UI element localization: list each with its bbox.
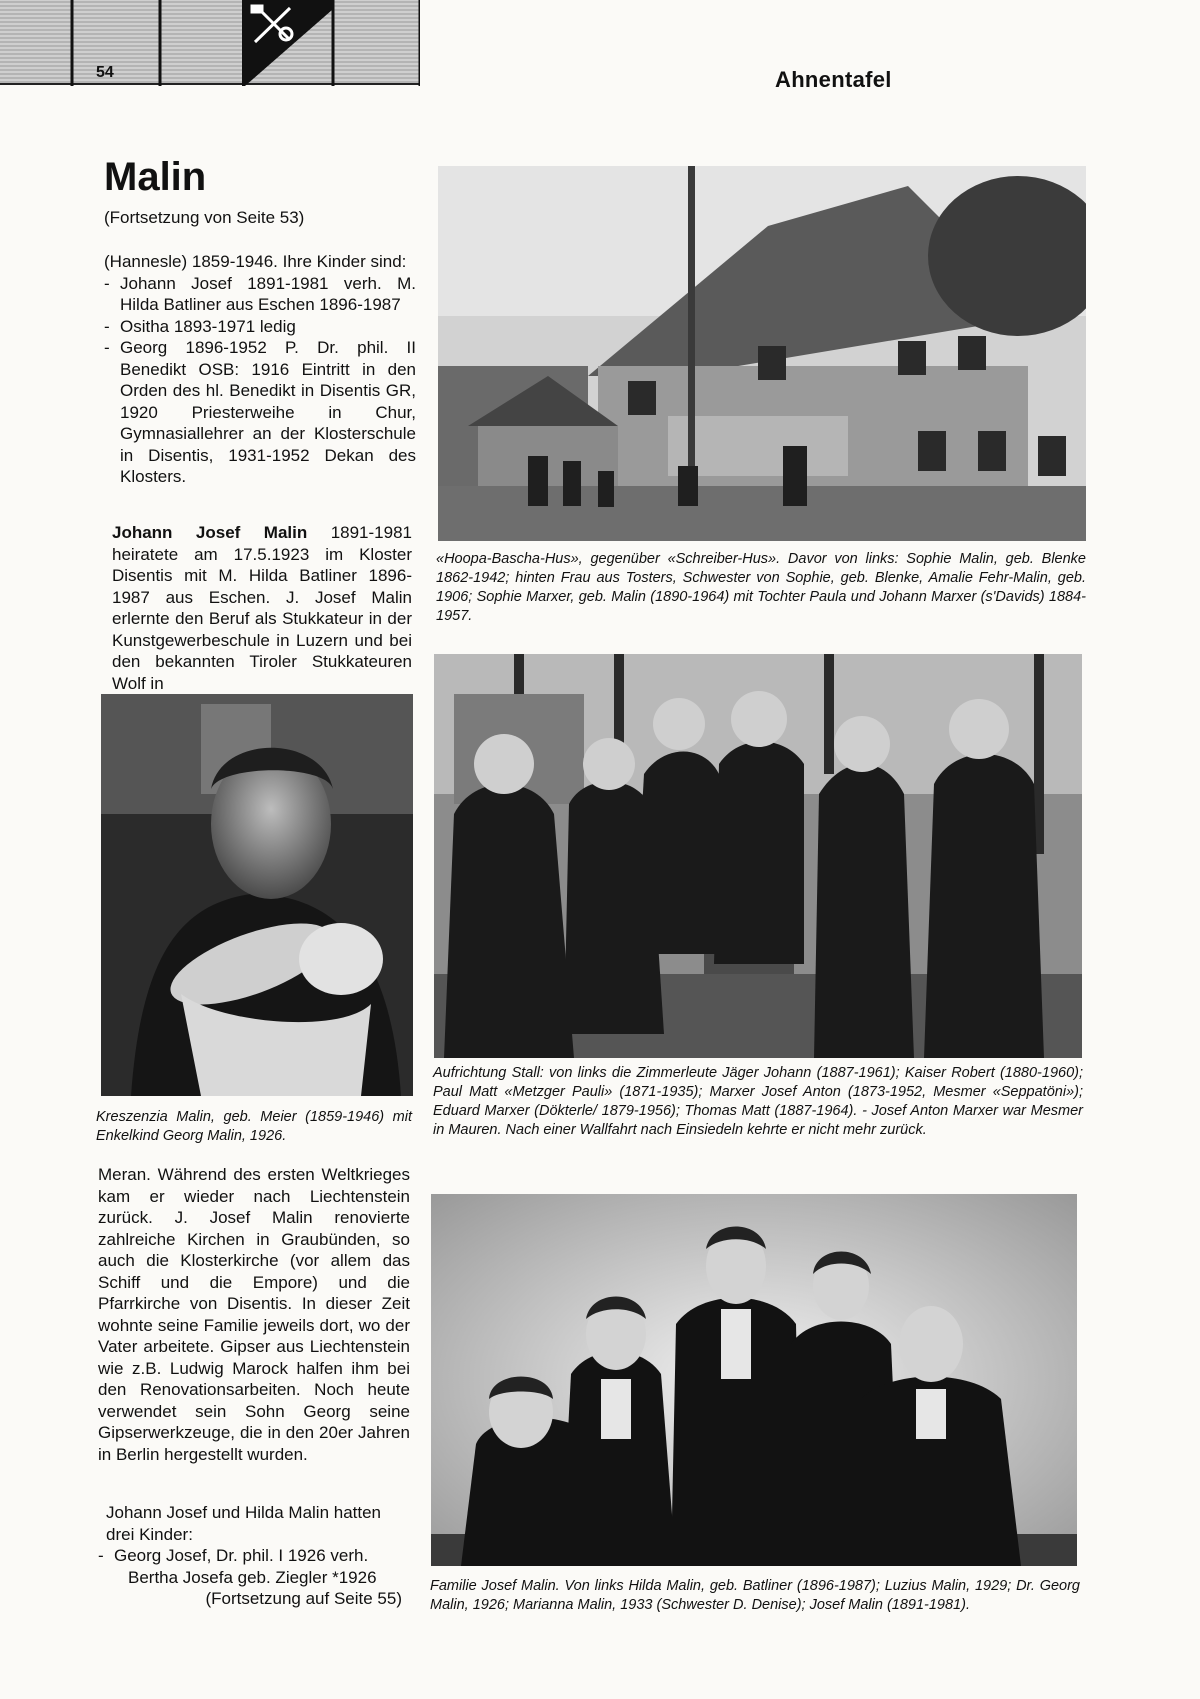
children-list-second: [98, 1545, 410, 1588]
carpenters-photo-caption: Aufrichtung Stall: von links die Zimmerleute Jäger Johann (1887-1961); Kaiser Robert (1880-1960); Paul Matt «Metzger Pauli» (1871-1935); Marxer Josef Anton (1873-1952, Mesmer «Seppatöni»); Eduard Marxer (Dökterle/ 1879-1956); Thomas Matt (1887-1964). - Josef Anton Marxer war Mesmer in Mauren. Nach einer Wallfahrt nach Einsiedeln kehrte er nicht mehr zurück.: [433, 1065, 1083, 1138]
house-photo: [438, 166, 1086, 541]
house-photo-image: [438, 166, 1086, 541]
grandmother-photo: [101, 694, 413, 1096]
person-name: Johann Josef Malin: [112, 523, 308, 542]
continued-to-note: (Fortsetzung auf Seite 55): [205, 1589, 402, 1608]
children-list: [104, 273, 416, 488]
family-photo: [431, 1194, 1077, 1566]
carpenters-photo-image: [434, 654, 1082, 1058]
continued-from-note: (Fortsetzung von Seite 53): [104, 208, 305, 227]
biography-text-1: [112, 522, 412, 694]
biography-paragraph-2: [98, 1164, 410, 1465]
biography-text-2: Meran. Während des ersten Weltkrieges kam er wieder nach Liechtenstein zurück. J. Josef Malin renovierte zahlreiche Kirchen in Graubünden, so auch die Klosterkirche (vor allem das Schiff und die Empore) und die Pfarrkirche von Disentis. In dieser Zeit wohnte seine Familie jeweils dort, wo der Vater arbeitete. Gipser aus Liechtenstein wie z.B. Ludwig Marock halfen ihm bei den Renovationsarbeiten. Noch heute verwendet sein Sohn Georg seine Gipserwerkzeuge, die in den 20er Jahren in Berlin hergestellt wurden.: [98, 1165, 410, 1464]
list-item: - Georg 1896-1952 P. Dr. phil. II Benedikt OSB: 1916 Eintritt in den Orden des hl. Benedikt in Disentis GR, 1920 Priesterweihe in Chur, Gymnasiallehrer an der Klosterschule in Disentis, 1931-1952 Dekan des Klosters.: [104, 337, 416, 488]
section-title: Ahnentafel: [775, 67, 892, 92]
intro-paragraph: [104, 251, 416, 488]
carpenters-photo: [434, 654, 1082, 1058]
header-ribbon: [0, 0, 420, 86]
family-photo-caption: Familie Josef Malin. Von links Hilda Malin, geb. Batliner (1896-1987); Luzius Malin, 1929; Dr. Georg Malin, 1926; Marianna Malin, 1933 (Schwester D. Denise); Josef Malin (1891-1981).: [430, 1578, 1080, 1613]
biography-text-1-rest: 1891-1981 heiratete am 17.5.1923 im Kloster Disentis mit M. Hilda Batliner 1896-1987 aus Eschen. J. Josef Malin erlernte den Beruf als Stukkateur in der Kunstgewerbeschule in Luzern und bei den bekannten Tiroler Stukkateuren Wolf in: [112, 523, 412, 693]
list-item: - Ositha 1893-1971 ledig: [104, 316, 416, 338]
house-photo-caption: «Hoopa-Bascha-Hus», gegenüber «Schreiber-Hus». Davor von links: Sophie Malin, geb. Blenke 1862-1942; hinten Frau aus Tosters, Schwester von Sophie, geb. Blenke, Amalie Fehr-Malin, geb. 1906; Sophie Marxer, geb. Malin (1890-1964) mit Tochter Paula und Johann Marxer (s'Davids) 1884-1957.: [436, 551, 1086, 624]
page-number: 54: [96, 64, 114, 81]
grandmother-photo-caption: Kreszenzia Malin, geb. Meier (1859-1946) mit Enkelkind Georg Malin, 1926.: [96, 1109, 412, 1144]
family-name-heading: Malin: [104, 155, 207, 199]
child-line: Georg Josef, Dr. phil. I 1926 verh.: [114, 1546, 369, 1565]
family-photo-image: [431, 1194, 1077, 1566]
list-item: - Johann Josef 1891-1981 verh. M. Hilda Batliner aus Eschen 1896-1987: [104, 273, 416, 316]
intro-text: (Hannesle) 1859-1946. Ihre Kinder sind:: [104, 252, 407, 271]
spouse-line: Bertha Josefa geb. Ziegler *1926: [128, 1567, 377, 1587]
list-item: [98, 1545, 410, 1588]
biography-paragraph-1: [112, 522, 412, 694]
children-intro: Johann Josef und Hilda Malin hatten drei Kinder:: [106, 1503, 382, 1544]
header-ribbon-graphic: [0, 0, 420, 86]
grandmother-photo-image: [101, 694, 413, 1096]
biography-paragraph-3: [98, 1502, 410, 1610]
